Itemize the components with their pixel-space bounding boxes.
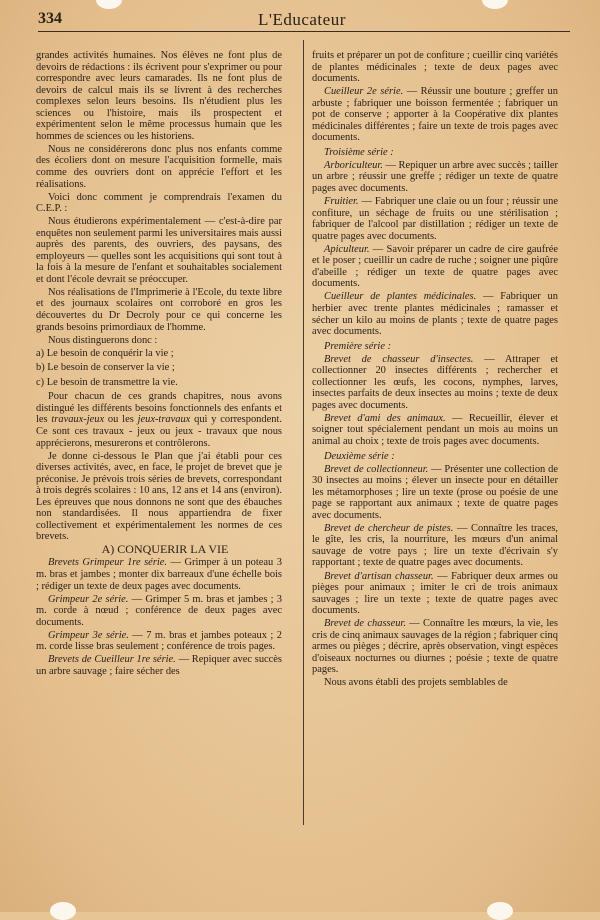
paragraph: grandes activités humaines. Nos élèves ne font plus de devoirs de rédactions : ils écrivent pour s'exprimer ou pour correspondre avec leurs camarades. Ils ne font plus de devoirs de calcul mais ils se livrent à des recherches complexes selon leurs besoins. Ils n'étudient plus les sciences ou l'histoire, mais ils prospectent et expérimentent selon le même processus humain que les hommes de sciences ou les historiens.	[36, 50, 282, 142]
brevet-entry	[36, 557, 282, 592]
text-run: ou les	[104, 414, 138, 426]
brevet-title: Brevet de chercheur de pistes.	[324, 522, 454, 534]
paragraph: Nos réalisations de l'Imprimerie à l'Ecole, du texte libre et des journaux scolaires ont corroboré en gros les découvertes du Dr Decroly pour ce qui concerne les grands besoins primordiaux de l'homme.	[36, 286, 282, 333]
brevet-text: — Grimper à un poteau 3 m. bras et jambes ; monter dix barreaux d'une échelle bois ; rédiger un texte de deux pages avec documents.	[36, 557, 282, 592]
brevet-entry	[312, 354, 558, 412]
paragraph: Voici donc comment je comprendrais l'examen du C.E.P. :	[36, 191, 282, 215]
paragraph: fruits et préparer un pot de confiture ; cueillir cinq variétés de plantes médicinales ; texte de deux pages avec documents.	[312, 50, 558, 85]
left-column	[36, 50, 282, 679]
brevet-title: Grimpeur 2e série.	[48, 593, 129, 605]
brevet-title: Arboriculteur.	[324, 159, 383, 171]
paragraph: Nous avons établi des projets semblables de	[324, 677, 508, 689]
brevet-entry	[312, 291, 558, 337]
text-run: Pour chacun de ces grands chapitres, nous avons distingué les différents besoins fonctionnels des enfants et les	[36, 391, 282, 426]
brevet-title: Cueilleur 2e série.	[324, 86, 404, 98]
brevet-entry	[312, 244, 558, 290]
page-header	[38, 10, 568, 32]
punch-hole-bottom-right	[487, 902, 513, 920]
brevet-title: Brevet de chasseur.	[324, 618, 406, 630]
paragraph: Nous ne considérerons donc plus nos enfants comme des écoliers dont on mesure l'acquisition formelle, mais comme des ouvriers dont on apprécie l'effort et les réalisations.	[36, 143, 282, 190]
brevet-text: — Connaître les traces, le gîte, les cris, la nourriture, les mœurs d'un animal sauvage de votre pays ; lire un texte d'écrivain s'y rapportant ; texte de quatre pages avec documents.	[312, 522, 558, 569]
brevet-title: Grimpeur 3e série.	[48, 629, 129, 641]
brevet-text: — Fabriquer un herbier avec trente plantes médicinales ; ramasser et sécher un kilo au moins de plants ; texte de quatre pages avec documents.	[312, 291, 558, 338]
brevet-title: Brevets de Cueilleur 1re série.	[48, 654, 176, 666]
brevet-title: Apiculteur.	[324, 243, 370, 255]
brevet-entry	[312, 464, 558, 522]
text-run: jeux-travaux	[137, 414, 191, 426]
brevet-text: — Attraper et collectionner 20 insectes différents ; rechercher et collectionner les œufs, les cocons, nymphes, larves, insectes parfaits de deux insectes au moins ; texte de deux pages avec documents.	[312, 353, 558, 411]
brevet-text: — Fabriquer deux armes ou pièges pour animaux ; imiter le cri de trois animaux sauvages ; lire un texte ; texte de quatre pages avec documents.	[312, 570, 559, 617]
brevet-title: Brevet de chasseur d'insectes.	[324, 353, 474, 365]
brevet-text: — Savoir préparer un cadre de cire gaufrée et le poser ; cueillir un cadre de ruche ; soigner une piqûre d'abeille ; rédiger un texte de quatre pages avec documents.	[312, 243, 558, 290]
header-rule	[38, 31, 570, 32]
list-item: b) Le besoin de conserver la vie ;	[36, 362, 175, 374]
column-divider	[303, 40, 304, 825]
brevet-text: — Fabriquer une claie ou un four ; réussir une confiture, un séchage de fruits ou une stérilisation ; fabriquer de l'alcool par distillation ; rédiger un texte de quatre pages avec documents.	[312, 196, 558, 242]
brevet-title: Fruitier.	[324, 196, 359, 208]
brevet-entry	[312, 413, 558, 448]
series-heading: Première série :	[324, 340, 392, 352]
right-column	[312, 50, 558, 690]
brevet-entry	[36, 630, 282, 653]
brevet-text: — Grimper 5 m. bras et jambes ; 3 m. corde à nœud ; conférence de deux pages avec documents.	[36, 593, 282, 628]
brevet-text: — Connaître les mœurs, la vie, les cris de cinq animaux sauvages de la région ; fabriquer cinq armes ou pièges ; décrire, après observation, vingt espèces d'oiseaux nocturnes ou diurnes ; poésie ; texte de quatre pages.	[312, 618, 558, 676]
brevet-title: Brevet d'ami des animaux.	[324, 412, 446, 424]
list-item: c) Le besoin de transmettre la vie.	[36, 376, 178, 388]
brevet-entry	[36, 654, 282, 677]
brevet-entry	[312, 196, 558, 242]
text-run: qui y correspondent. Ce sont ces travaux - jeux ou jeux - travaux que nous apprécierons, mesurerons et contrôlerons.	[36, 414, 282, 449]
brevet-title: Brevet de collectionneur.	[324, 463, 429, 475]
series-heading: Troisième série :	[324, 146, 394, 158]
brevet-entry	[36, 594, 282, 629]
series-heading: Deuxième série :	[324, 450, 395, 462]
paragraph: Nous distinguerons donc :	[48, 334, 158, 346]
brevet-title: Brevet d'artisan chasseur.	[324, 570, 434, 582]
brevet-entry	[312, 571, 558, 617]
brevet-text: — Repiquer avec succès un arbre sauvage ; faire sécher des	[36, 654, 282, 677]
list-item: a) Le besoin de conquérir la vie ;	[36, 347, 174, 359]
paragraph	[36, 391, 282, 449]
brevet-entry	[312, 618, 558, 676]
section-heading: A) CONQUERIR LA VIE	[101, 542, 229, 557]
brevet-title: Brevets Grimpeur 1re série.	[48, 557, 168, 569]
brevet-entry	[312, 523, 558, 569]
page-number: 334	[38, 10, 62, 27]
text-run: travaux-jeux	[51, 414, 105, 426]
brevet-text: — 7 m. bras et jambes poteaux ; 2 m. corde lisse bras seulement ; conférence de trois pages.	[36, 629, 283, 653]
brevet-text: — Réussir une bouture ; greffer un arbuste ; fabriquer une boisson fermentée ; fabriquer un pot de conserve ; apporter à la Coopérative dix plantes médicinales différentes ; faire un texte de trois pages avec documents.	[312, 86, 558, 144]
paragraph: Je donne ci-dessous le Plan que j'ai établi pour ces diverses activités, avec, en face, le projet de brevet que je préconise. Je prévois trois séries de brevets, correspondant à trois degrés scolaires : 10 ans, 12 ans et 14 ans (environ). Les épreuves que nous donnons ne sont que des ébauches non standardisées. Il nous appartiendra de fixer collectivement et expérimentalement les normes de ces brevets.	[36, 450, 282, 543]
brevet-title: Cueilleur de plantes médicinales.	[324, 291, 477, 303]
brevet-text: — Repiquer un arbre avec succès ; tailler un arbre ; réussir une greffe ; rédiger un texte de quatre pages avec documents.	[312, 159, 558, 195]
paragraph: Nous étudierons expérimentalement — c'est-à-dire par enquêtes non seulement parmi les universitaires mais aussi auprès des parents, des ouvriers, des paysans, des employeurs — quelles sont les acquisitions qui sont tout à la fois à la mesure de l'enfant et souhaitables socialement et dont l'école devrait se préoccuper.	[36, 216, 282, 285]
brevet-text: — Présenter une collection de 30 insectes au moins ; élever un insecte pour en détailler les métamorphoses ; lire un texte (prose ou poésie de une page se rapportant aux animaux ; texte de quatre pages avec documents.	[312, 463, 558, 521]
running-title: L'Educateur	[258, 10, 346, 29]
punch-hole-bottom-left	[50, 902, 76, 920]
brevet-text: — Recueillir, élever et soigner tout spécialement pendant un mois au moins un animal au choix ; texte de trois pages avec documents.	[312, 412, 558, 447]
brevet-entry	[312, 86, 558, 144]
brevet-entry	[312, 160, 558, 195]
